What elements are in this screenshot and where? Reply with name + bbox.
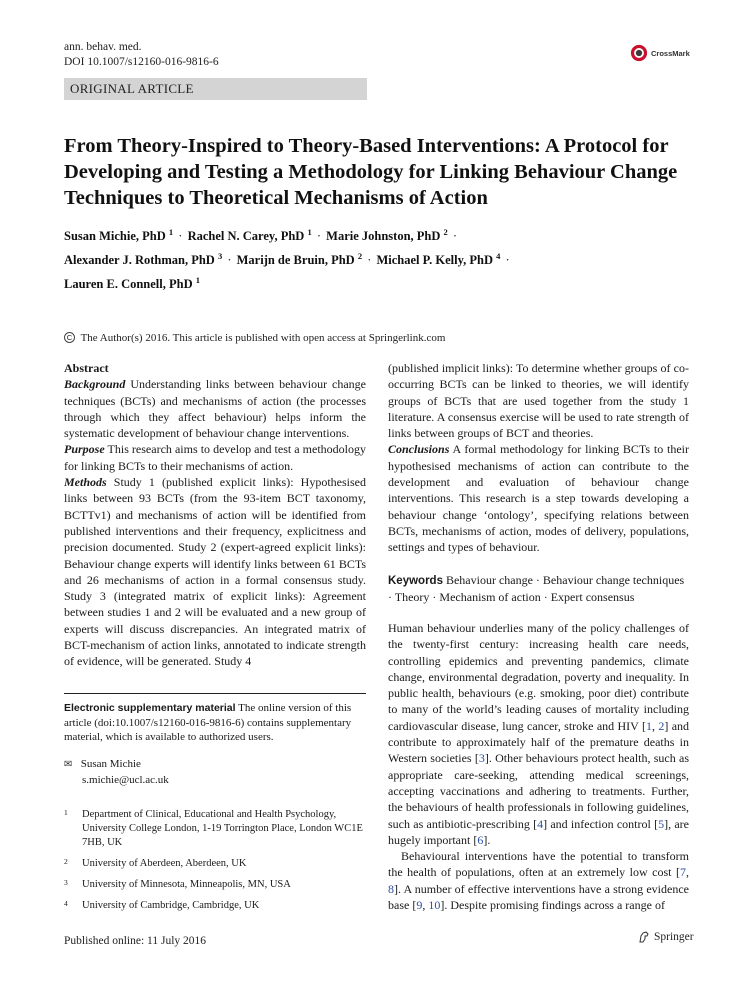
crossmark-badge[interactable] [630, 42, 694, 64]
journal-header [64, 40, 219, 70]
author-separator: · [227, 253, 232, 268]
affiliation: 2 University of Aberdeen, Aberdeen, UK [64, 857, 247, 869]
affiliation: 3 University of Minnesota, Minneapolis, MN, USA [64, 878, 291, 890]
article-type-banner: ORIGINAL ARTICLE [64, 78, 367, 100]
envelope-icon: ✉ [64, 759, 73, 770]
reference-link[interactable]: 4 [537, 816, 544, 831]
article-title: From Theory-Inspired to Theory-Based Interventions: A Protocol for Developing and Testing a Methodology for Linking Behaviour Change Techniques to Theoretical Mechanisms of Action [64, 135, 678, 209]
abstract-right-column [388, 360, 689, 605]
abstract-left-column [64, 360, 366, 670]
author-separator: · [452, 229, 458, 244]
author-list [64, 222, 704, 294]
reference-link[interactable]: 5 [658, 816, 665, 831]
abstract-methods: Methods Study 1 (published explicit links): Hypothesised links between 93 BCTs (from the 93-item BCT taxonomy, BCTTv1) and mechanisms of action will be identified from published interventions and their frequency, explicitness and precision documented. Study 2 (expert-agreed explicit links): Behaviour change experts will identify links between 61 BCTs and 26 mechanisms of action in a formal consensus study. Study 3 (integrated matrix of explicit links): Agreement between studies 1 and 2 will be evaluated and a new group of experts will discuss discrepancies. An integrated matrix of BCT-mechanism of action links, annotated to indicate strength of evidence, will be generated. Study 4 [64, 475, 366, 669]
abstract-purpose: Purpose This research aims to develop and test a methodology for linking BCTs to their mechanisms of action. [64, 442, 366, 473]
journal-name: ann. behav. med. [64, 41, 142, 53]
reference-link[interactable]: 1 [645, 718, 652, 733]
springer-horse-icon [637, 930, 651, 944]
doi: DOI 10.1007/s12160-016-9816-6 [64, 56, 219, 68]
affiliation: 1 Department of Clinical, Educational and Health Psychology, University College London, 1-19 Torrington Place, London WC1E 7HB, UK [64, 808, 363, 848]
springer-label: Springer [654, 931, 694, 943]
corresponding-email[interactable]: s.michie@ucl.ac.uk [82, 773, 169, 786]
intro-paragraph-1: Human behaviour underlies many of the policy challenges of the twenty-first century: increasing health care needs, controlling epidemics and preventing pandemics, climate change, environmental degradation, poverty and inequality. In public health, behaviours (e.g. smoking, poor diet) contribute to many of the world’s leading causes of mortality including cardiovascular disease, lung cancer, stroke and HIV [1, 2] and contribute to approximately half of the premature deaths in Western societies [3]. Other behaviours protect health, such as appropriate care-seeking, attending medical screenings, accepting vaccinations and adhering to treatments. Further, the behaviours of health professionals in following guidelines, such as antibiotic-prescribing [4] and infection control [5], are hugely important [6]. [388, 621, 690, 847]
copyright-text: The Author(s) 2016. This article is published with open access at Springerlink.com [80, 332, 446, 344]
abstract-background: Background Understanding links between behaviour change techniques (BCTs) and mechanisms of action (the processes through which they affect behaviour) helps inform the systematic development of behaviour change interventions. [64, 377, 367, 441]
springer-logo [637, 930, 694, 944]
author[interactable]: Marijn de Bruin, PhD $^2$ [236, 251, 363, 268]
author[interactable]: Rachel N. Carey, PhD $^1$ [187, 227, 312, 244]
abstract-methods-continued: (published implicit links): To determine whether groups of co-occurring BCTs can be linked to theories, we will identify groups of BCTs that are used together from the study 1 literature. A consensus exercise will be used to rate strength of links between groups of BCT and theories. [388, 361, 689, 441]
author-separator: · [505, 253, 510, 268]
crossmark-icon [630, 44, 648, 62]
corresponding-author: Susan Michie [80, 758, 141, 770]
abstract-conclusions: Conclusions A formal methodology for linking BCTs to their hypothesised mechanisms of action can contribute to the development and evaluation of behaviour change interventions. This research is a step towards developing a behaviour change ‘ontology’, specifying relations between BCTs, mechanisms of action, modes of delivery, populations, settings and types of behaviour. [388, 442, 689, 555]
reference-link[interactable]: 3 [478, 751, 485, 766]
author[interactable]: Susan Michie, PhD $^1$ [64, 227, 174, 244]
author[interactable]: Marie Johnston, PhD $^2$ [326, 227, 448, 244]
author[interactable]: Lauren E. Connell, PhD $^1$ [64, 275, 200, 292]
reference-link[interactable]: 10 [428, 898, 441, 913]
author-separator: · [178, 229, 183, 244]
reference-link[interactable]: 2 [658, 718, 665, 733]
reference-link[interactable]: 6 [477, 832, 484, 847]
reference-link[interactable]: 8 [388, 881, 394, 896]
reference-link[interactable]: 7 [680, 865, 686, 880]
reference-link[interactable]: 9 [416, 898, 423, 913]
copyright-notice [64, 332, 445, 344]
intro-paragraph-2: Behavioural interventions have the potential to transform the health of populations, often at an extremely low cost [7, 8]. A number of effective interventions have a strong evidence base [9, 10]. Despite promising findings across a range of [388, 849, 689, 913]
author-separator: · [367, 253, 372, 268]
supplementary-material-note: Electronic supplementary material The online version of this article (doi:10.1007/s12160-016-9816-6) contains supplementary material, which is available to authorized users. [64, 693, 366, 745]
author[interactable]: Alexander J. Rothman, PhD $^3$ [64, 251, 223, 268]
keywords: Keywords Behaviour change · Behaviour change techniques · Theory · Mechanism of action · Expert consensus [388, 572, 685, 604]
affiliation: 4 University of Cambridge, Cambridge, UK [64, 899, 260, 911]
author[interactable]: Michael P. Kelly, PhD $^4$ [376, 251, 501, 268]
copyright-icon: C [64, 332, 75, 343]
correspondence [64, 757, 169, 787]
abstract-heading: Abstract [64, 361, 109, 375]
published-date: Published online: 11 July 2016 [64, 935, 207, 947]
author-separator: · [316, 229, 322, 244]
crossmark-label: CrossMark [651, 48, 690, 58]
introduction-body [388, 620, 689, 913]
affiliations [64, 808, 366, 920]
